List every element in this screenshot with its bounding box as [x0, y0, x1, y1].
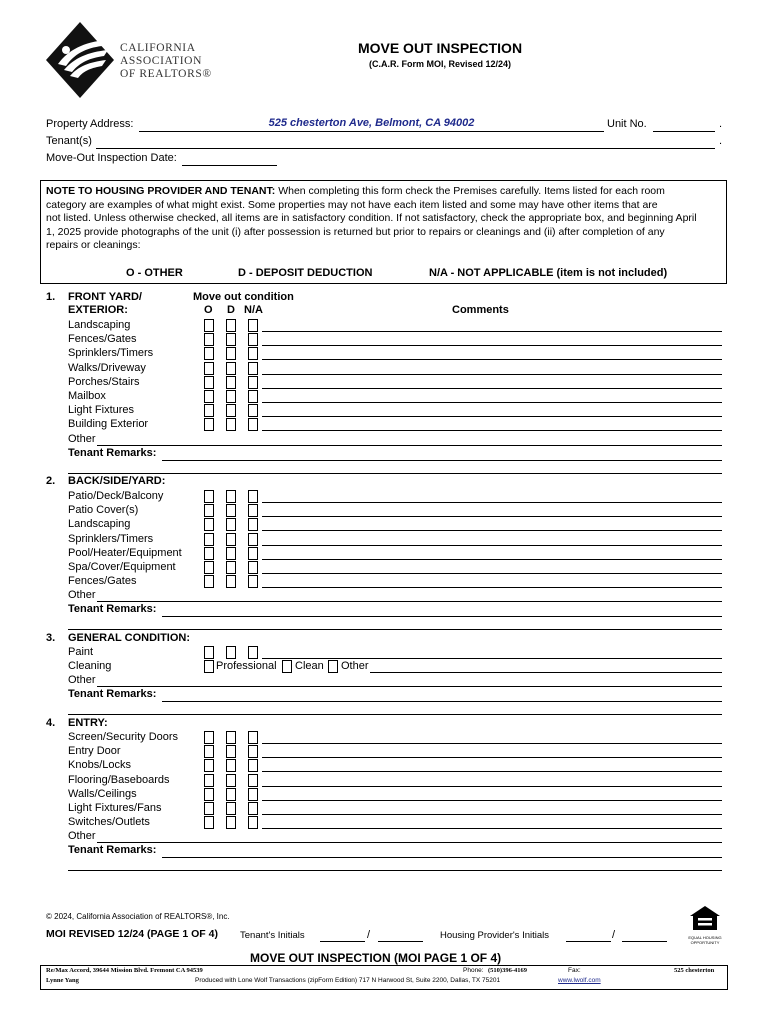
- s2-other-field[interactable]: [97, 601, 722, 602]
- document-name: 525 chesterton: [674, 967, 715, 974]
- s4-item-na-checkbox[interactable]: [248, 745, 258, 758]
- s4-item-label: Walls/Ceilings: [68, 787, 137, 800]
- s4-item-o-checkbox[interactable]: [204, 745, 214, 758]
- s1-item-o-checkbox[interactable]: [204, 390, 214, 403]
- s3-other-label: Other: [68, 674, 96, 686]
- s4-item-comment-field[interactable]: [262, 757, 722, 758]
- s2-item-na-checkbox[interactable]: [248, 504, 258, 517]
- provider-initials-label: Housing Provider's Initials: [440, 930, 549, 941]
- s1-item-comment-field[interactable]: [262, 430, 722, 431]
- s1-other-label: Other: [68, 432, 96, 445]
- s1-item-na-checkbox[interactable]: [248, 333, 258, 346]
- fax-label: Fax:: [568, 967, 581, 974]
- s3-remarks-line-2[interactable]: [68, 714, 722, 715]
- paint-label: Paint: [68, 646, 94, 658]
- s1-item-d-checkbox[interactable]: [226, 319, 236, 332]
- legend-na: N/A - NOT APPLICABLE (item is not included): [429, 267, 668, 279]
- s4-item-comment-field[interactable]: [262, 743, 722, 744]
- s4-item-o-checkbox[interactable]: [204, 759, 214, 772]
- s4-item-d-checkbox[interactable]: [226, 788, 236, 801]
- section-1-title: FRONT YARD/: [68, 291, 142, 303]
- s2-other-label: Other: [68, 589, 96, 602]
- s1-item-d-checkbox[interactable]: [226, 418, 236, 431]
- form-title: MOVE OUT INSPECTION: [357, 40, 523, 56]
- s1-item-o-checkbox[interactable]: [204, 404, 214, 417]
- s4-item-na-checkbox[interactable]: [248, 788, 258, 801]
- legend-deposit: D - DEPOSIT DEDUCTION: [238, 267, 373, 279]
- cleaning-professional-label: Professional: [216, 660, 277, 672]
- s2-item-o-checkbox[interactable]: [204, 490, 214, 503]
- s1-other-field[interactable]: [97, 445, 722, 446]
- agent-name: Lynne Yang: [46, 977, 79, 984]
- cleaning-other-label: Other: [341, 660, 369, 672]
- copyright-text: © 2024, California Association of REALTORS®, Inc.: [46, 912, 230, 921]
- eho-text: EQUAL HOUSING OPPORTUNITY: [688, 935, 722, 945]
- s4-item-na-checkbox[interactable]: [248, 731, 258, 744]
- s4-item-label: Light Fixtures/Fans: [68, 802, 162, 814]
- col-na-header: N/A: [244, 304, 263, 316]
- tenant-initials-field-1[interactable]: [320, 941, 365, 942]
- s1-tenant-remarks-label: Tenant Remarks:: [68, 446, 157, 459]
- section-1-title-2: EXTERIOR:: [68, 304, 128, 316]
- s2-item-comment-field[interactable]: [262, 502, 722, 503]
- s4-item-d-checkbox[interactable]: [226, 774, 236, 787]
- s2-item-na-checkbox[interactable]: [248, 518, 258, 531]
- s1-item-comment-field[interactable]: [262, 345, 722, 346]
- s4-item-comment-field[interactable]: [262, 828, 722, 829]
- org-line-1: CALIFORNIA: [120, 42, 196, 54]
- s2-item-label: Fences/Gates: [68, 575, 137, 588]
- s1-tenant-remarks-field[interactable]: [162, 460, 722, 461]
- s2-item-d-checkbox[interactable]: [226, 533, 236, 546]
- s3-tenant-remarks-field[interactable]: [162, 701, 722, 702]
- s2-item-d-checkbox[interactable]: [226, 490, 236, 503]
- s1-item-na-checkbox[interactable]: [248, 404, 258, 417]
- s1-item-comment-field[interactable]: [262, 331, 722, 332]
- s1-item-comment-field[interactable]: [262, 402, 722, 403]
- org-line-3: OF REALTORS®: [120, 68, 212, 80]
- s2-item-o-checkbox[interactable]: [204, 518, 214, 531]
- s1-item-na-checkbox[interactable]: [248, 347, 258, 360]
- s4-item-o-checkbox[interactable]: [204, 816, 214, 829]
- s4-item-comment-field[interactable]: [262, 786, 722, 787]
- s2-item-label: Spa/Cover/Equipment: [68, 561, 176, 573]
- s1-item-na-checkbox[interactable]: [248, 319, 258, 332]
- tenants-label: Tenant(s): [46, 135, 92, 147]
- note-line-5: repairs or cleanings:: [46, 239, 141, 252]
- s2-item-d-checkbox[interactable]: [226, 547, 236, 560]
- section-3-title: GENERAL CONDITION:: [68, 632, 191, 644]
- equal-housing-icon: [688, 904, 722, 932]
- s4-item-na-checkbox[interactable]: [248, 816, 258, 829]
- cleaning-other-checkbox[interactable]: [328, 660, 338, 673]
- s4-tenant-remarks-field[interactable]: [162, 857, 722, 858]
- s2-item-label: Sprinklers/Timers: [68, 532, 154, 545]
- form-subtitle: (C.A.R. Form MOI, Revised 12/24): [368, 59, 512, 69]
- s4-item-d-checkbox[interactable]: [226, 759, 236, 772]
- property-address-label: Property Address:: [46, 118, 134, 130]
- paint-comment-field[interactable]: [262, 658, 722, 659]
- provider-initials-slash: /: [612, 929, 616, 941]
- s2-item-d-checkbox[interactable]: [226, 575, 236, 588]
- s1-item-d-checkbox[interactable]: [226, 390, 236, 403]
- s4-item-label: Switches/Outlets: [68, 816, 150, 829]
- s2-item-comment-field[interactable]: [262, 573, 722, 574]
- unit-no-label: Unit No.: [607, 118, 647, 130]
- org-line-2: ASSOCIATION: [120, 55, 202, 67]
- cleaning-clean-label: Clean: [295, 660, 324, 672]
- page-footer-title: MOVE OUT INSPECTION (MOI PAGE 1 OF 4): [250, 951, 502, 965]
- s4-item-o-checkbox[interactable]: [204, 802, 214, 815]
- car-logo-icon: [44, 20, 116, 100]
- s4-other-field[interactable]: [97, 842, 722, 843]
- s1-item-o-checkbox[interactable]: [204, 376, 214, 389]
- s1-item-label: Landscaping: [68, 319, 131, 331]
- section-2-title: BACK/SIDE/YARD:: [68, 475, 166, 487]
- s1-item-o-checkbox[interactable]: [204, 418, 214, 431]
- unit-period: .: [719, 118, 723, 130]
- s4-item-na-checkbox[interactable]: [248, 759, 258, 772]
- s2-item-na-checkbox[interactable]: [248, 533, 258, 546]
- note-line-4: 1, 2025 provide photographs of the unit (i) after possession is returned but prior to repairs or cleanings and (ii) after completion of any: [46, 225, 665, 238]
- s4-item-comment-field[interactable]: [262, 814, 722, 815]
- s1-item-label: Porches/Stairs: [68, 375, 140, 388]
- note-text: [46, 185, 722, 253]
- comments-header: Comments: [452, 304, 509, 316]
- s2-item-label: Pool/Heater/Equipment: [68, 546, 182, 559]
- s2-tenant-remarks-label: Tenant Remarks:: [68, 603, 157, 616]
- s4-item-o-checkbox[interactable]: [204, 788, 214, 801]
- s2-item-label: Patio Cover(s): [68, 504, 139, 517]
- cleaning-professional-checkbox[interactable]: [204, 660, 214, 673]
- provider-initials-field-2[interactable]: [622, 941, 667, 942]
- paint-d-checkbox[interactable]: [226, 646, 236, 659]
- s1-remarks-line-2[interactable]: [68, 473, 722, 474]
- website-link[interactable]: www.lwolf.com: [558, 977, 601, 984]
- section-4-number: 4.: [46, 717, 56, 729]
- col-d-header: D: [227, 304, 235, 316]
- s4-item-comment-field[interactable]: [262, 800, 722, 801]
- s2-item-comment-field[interactable]: [262, 587, 722, 588]
- s4-item-o-checkbox[interactable]: [204, 774, 214, 787]
- car-logo: [44, 20, 116, 100]
- provider-initials-field-1[interactable]: [566, 941, 611, 942]
- s2-item-comment-field[interactable]: [262, 516, 722, 517]
- note-line-3: not listed. Unless otherwise checked, all items are in satisfactory condition. If not satisfactory, check the appropriate box, and beginning April: [46, 212, 697, 225]
- equal-housing-logo: [688, 904, 722, 944]
- s1-item-d-checkbox[interactable]: [226, 333, 236, 346]
- inspection-date-field[interactable]: [182, 165, 277, 166]
- s2-item-d-checkbox[interactable]: [226, 561, 236, 574]
- paint-na-checkbox[interactable]: [248, 646, 258, 659]
- s2-item-na-checkbox[interactable]: [248, 490, 258, 503]
- s2-item-na-checkbox[interactable]: [248, 547, 258, 560]
- s1-item-o-checkbox[interactable]: [204, 362, 214, 375]
- s1-item-comment-field[interactable]: [262, 359, 722, 360]
- s4-item-o-checkbox[interactable]: [204, 731, 214, 744]
- s1-item-d-checkbox[interactable]: [226, 362, 236, 375]
- s1-item-label: Mailbox: [68, 390, 106, 402]
- s1-item-comment-field[interactable]: [262, 374, 722, 375]
- s1-item-d-checkbox[interactable]: [226, 347, 236, 360]
- phone-value: (510)396-4169: [488, 967, 527, 974]
- section-4-title: ENTRY:: [68, 717, 108, 729]
- s4-remarks-line-2[interactable]: [68, 870, 722, 871]
- s4-item-label: Flooring/Baseboards: [68, 773, 170, 786]
- s1-item-comment-field[interactable]: [262, 416, 722, 417]
- s4-item-label: Entry Door: [68, 745, 121, 758]
- s2-item-comment-field[interactable]: [262, 559, 722, 560]
- cleaning-comment-field[interactable]: [370, 672, 722, 673]
- revision-text: MOI REVISED 12/24 (PAGE 1 OF 4): [46, 928, 218, 940]
- s2-item-d-checkbox[interactable]: [226, 504, 236, 517]
- s4-item-comment-field[interactable]: [262, 771, 722, 772]
- s1-item-o-checkbox[interactable]: [204, 347, 214, 360]
- s1-item-comment-field[interactable]: [262, 388, 722, 389]
- cleaning-label: Cleaning: [68, 660, 112, 672]
- note-line-2: category are examples of what might exist. Some properties may not have each item listed and some may have other items that are: [46, 198, 658, 211]
- move-out-condition-header: Move out condition: [193, 291, 294, 303]
- s4-item-d-checkbox[interactable]: [226, 802, 236, 815]
- s4-item-label: Screen/Security Doors: [68, 731, 179, 743]
- s1-item-label: Light Fixtures: [68, 404, 135, 417]
- s2-remarks-line-2[interactable]: [68, 629, 722, 630]
- produced-with-text: Produced with Lone Wolf Transactions (zipForm Edition) 717 N Harwood St, Suite 2200, Dallas, TX 75201: [195, 977, 501, 984]
- s3-other-field[interactable]: [97, 686, 722, 687]
- s4-item-d-checkbox[interactable]: [226, 731, 236, 744]
- org-name: [120, 42, 212, 81]
- s2-item-o-checkbox[interactable]: [204, 575, 214, 588]
- s1-item-na-checkbox[interactable]: [248, 376, 258, 389]
- col-o-header: O: [204, 304, 213, 316]
- tenant-initials-slash: /: [367, 929, 371, 941]
- s2-item-label: Landscaping: [68, 518, 131, 531]
- s4-tenant-remarks-label: Tenant Remarks:: [68, 844, 157, 857]
- s4-item-d-checkbox[interactable]: [226, 816, 236, 829]
- s1-item-o-checkbox[interactable]: [204, 319, 214, 332]
- broker-line: Re/Max Accord, 39644 Mission Blvd. Fremont CA 94539: [46, 967, 203, 974]
- s4-item-label: Knobs/Locks: [68, 759, 131, 772]
- s2-item-o-checkbox[interactable]: [204, 547, 214, 560]
- s1-item-o-checkbox[interactable]: [204, 333, 214, 346]
- paint-o-checkbox[interactable]: [204, 646, 214, 659]
- s4-item-d-checkbox[interactable]: [226, 745, 236, 758]
- section-1-number: 1.: [46, 291, 56, 303]
- s2-item-na-checkbox[interactable]: [248, 561, 258, 574]
- s1-item-label: Building Exterior: [68, 418, 149, 431]
- s2-tenant-remarks-field[interactable]: [162, 616, 722, 617]
- phone-label: Phone:: [463, 967, 484, 974]
- s4-item-na-checkbox[interactable]: [248, 802, 258, 815]
- s2-item-o-checkbox[interactable]: [204, 561, 214, 574]
- s3-tenant-remarks-label: Tenant Remarks:: [68, 688, 157, 700]
- s1-item-d-checkbox[interactable]: [226, 376, 236, 389]
- s2-item-o-checkbox[interactable]: [204, 504, 214, 517]
- s2-item-comment-field[interactable]: [262, 530, 722, 531]
- unit-no-field[interactable]: [653, 131, 715, 132]
- s1-item-label: Sprinklers/Timers: [68, 347, 154, 360]
- s2-item-na-checkbox[interactable]: [248, 575, 258, 588]
- s2-item-label: Patio/Deck/Balcony: [68, 490, 164, 502]
- note-line-1: When completing this form check the Premises carefully. Items listed for each room: [278, 185, 665, 197]
- legend-other: O - OTHER: [126, 267, 183, 279]
- s4-item-na-checkbox[interactable]: [248, 774, 258, 787]
- s1-item-label: Fences/Gates: [68, 333, 137, 346]
- s1-item-na-checkbox[interactable]: [248, 390, 258, 403]
- section-2-number: 2.: [46, 475, 56, 487]
- s1-item-d-checkbox[interactable]: [226, 404, 236, 417]
- s4-other-label: Other: [68, 830, 96, 843]
- tenant-initials-label: Tenant's Initials: [240, 930, 305, 941]
- s2-item-o-checkbox[interactable]: [204, 533, 214, 546]
- s1-item-na-checkbox[interactable]: [248, 362, 258, 375]
- note-heading: NOTE TO HOUSING PROVIDER AND TENANT:: [46, 185, 276, 197]
- tenant-initials-field-2[interactable]: [378, 941, 423, 942]
- tenants-period: .: [719, 135, 723, 147]
- s2-item-comment-field[interactable]: [262, 545, 722, 546]
- inspection-date-label: Move-Out Inspection Date:: [46, 152, 177, 164]
- s1-item-na-checkbox[interactable]: [248, 418, 258, 431]
- s1-item-label: Walks/Driveway: [68, 361, 146, 374]
- tenants-field[interactable]: [96, 148, 715, 149]
- s2-item-d-checkbox[interactable]: [226, 518, 236, 531]
- property-address-field[interactable]: 525 chesterton Ave, Belmont, CA 94002: [268, 117, 475, 129]
- cleaning-clean-checkbox[interactable]: [282, 660, 292, 673]
- section-3-number: 3.: [46, 632, 56, 644]
